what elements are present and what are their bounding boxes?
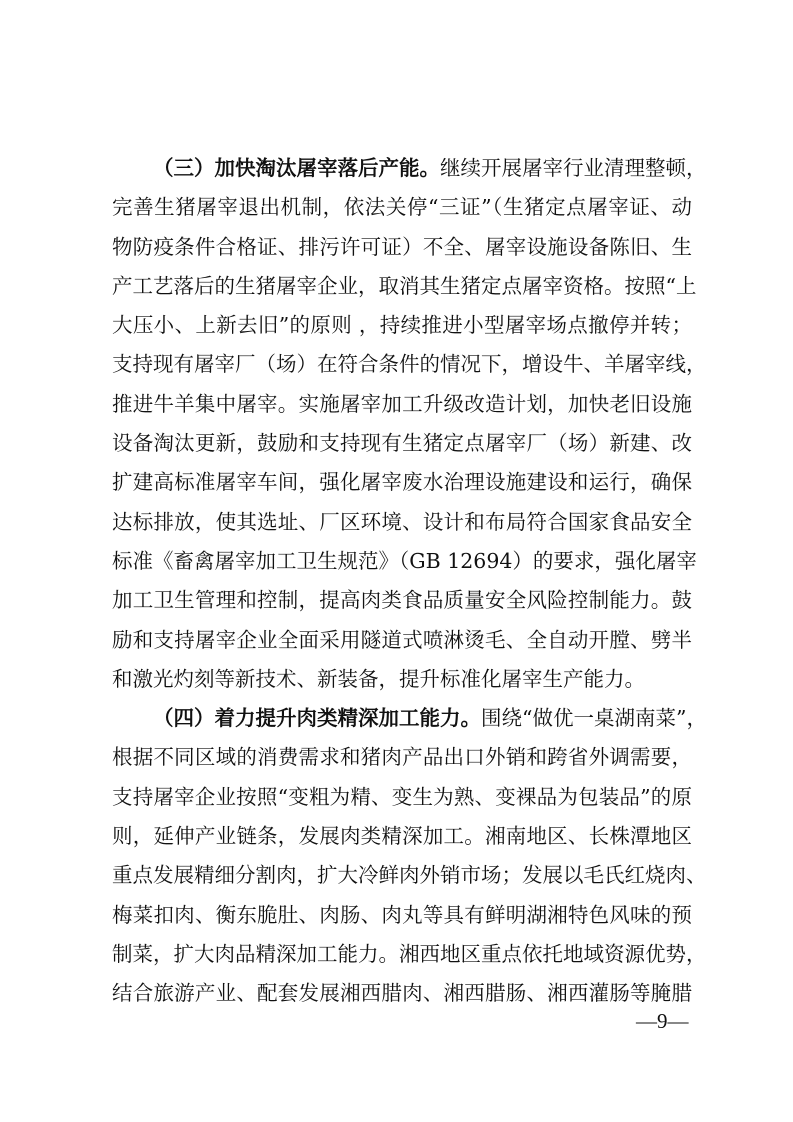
text-line: 支持屠宰企业按照“变粗为精、变生为熟、变裸品为包装品”的原 xyxy=(112,784,692,809)
text-line: 和激光灼刻等新技术、新装备，提升标准化屠宰生产能力。 xyxy=(112,666,645,691)
text-line: 重点发展精细分割肉，扩大冷鲜肉外销市场；发展以毛氏红烧肉、 xyxy=(112,863,707,888)
text-line: 结合旅游产业、配套发展湘西腊肉、湘西腊肠、湘西灌肠等腌腊 xyxy=(112,981,692,1006)
text-line: 达标排放，使其选址、厂区环境、设计和布局符合国家食品安全 xyxy=(112,509,692,534)
text-line: 标准《畜禽屠宰加工卫生规范》（GB 12694）的要求，强化屠宰 xyxy=(112,548,697,573)
text-line xyxy=(112,149,707,188)
page-number: —9— xyxy=(636,1009,689,1033)
text-line: 大压小、上新去旧”的原则 ，持续推进小型屠宰场点撤停并转； xyxy=(112,313,692,338)
text-line: 制菜，扩大肉品精深加工能力。湘西地区重点依托地域资源优势， xyxy=(112,941,707,966)
text-line: 推进牛羊集中屠宰。实施屠宰加工升级改造计划，加快老旧设施 xyxy=(112,391,692,416)
text-line: 完善生猪屠宰退出机制，依法关停“三证”（生猪定点屠宰证、动 xyxy=(112,195,692,220)
paragraph-heading: （四）着力提升肉类精深加工能力。 xyxy=(153,706,481,731)
text-segment: 围绕“做优一桌湖南菜”， xyxy=(481,706,707,731)
text-line: 设备淘汰更新，鼓励和支持现有生猪定点屠宰厂（场）新建、改 xyxy=(112,431,692,456)
text-line: 励和支持屠宰企业全面采用隧道式喷淋烫毛、全自动开膛、劈半 xyxy=(112,627,692,652)
text-line: 产工艺落后的生猪屠宰企业，取消其生猪定点屠宰资格。按照“上 xyxy=(112,273,697,298)
text-line: 物防疫条件合格证、排污许可证）不全、屠宰设施设备陈旧、生 xyxy=(112,234,692,259)
text-line: 梅菜扣肉、衡东脆肚、肉肠、肉丸等具有鲜明湖湘特色风味的预 xyxy=(112,902,692,927)
paragraph-heading: （三）加快淘汰屠宰落后产能。 xyxy=(153,156,440,180)
text-segment: 继续开展屠宰行业清理整顿， xyxy=(440,156,707,180)
body-text xyxy=(112,149,707,1014)
text-line: 则，延伸产业链条，发展肉类精深加工。湘南地区、长株潭地区 xyxy=(112,824,692,849)
text-line: 根据不同区域的消费需求和猪肉产品出口外销和跨省外调需要， xyxy=(112,745,692,770)
text-line: 支持现有屠宰厂（场）在符合条件的情况下，增设牛、羊屠宰线， xyxy=(112,352,707,377)
text-line: 加工卫生管理和控制，提高肉类食品质量安全风险控制能力。鼓 xyxy=(112,588,692,613)
text-line: 扩建高标准屠宰车间，强化屠宰废水治理设施建设和运行，确保 xyxy=(112,470,692,495)
text-line xyxy=(112,699,707,738)
